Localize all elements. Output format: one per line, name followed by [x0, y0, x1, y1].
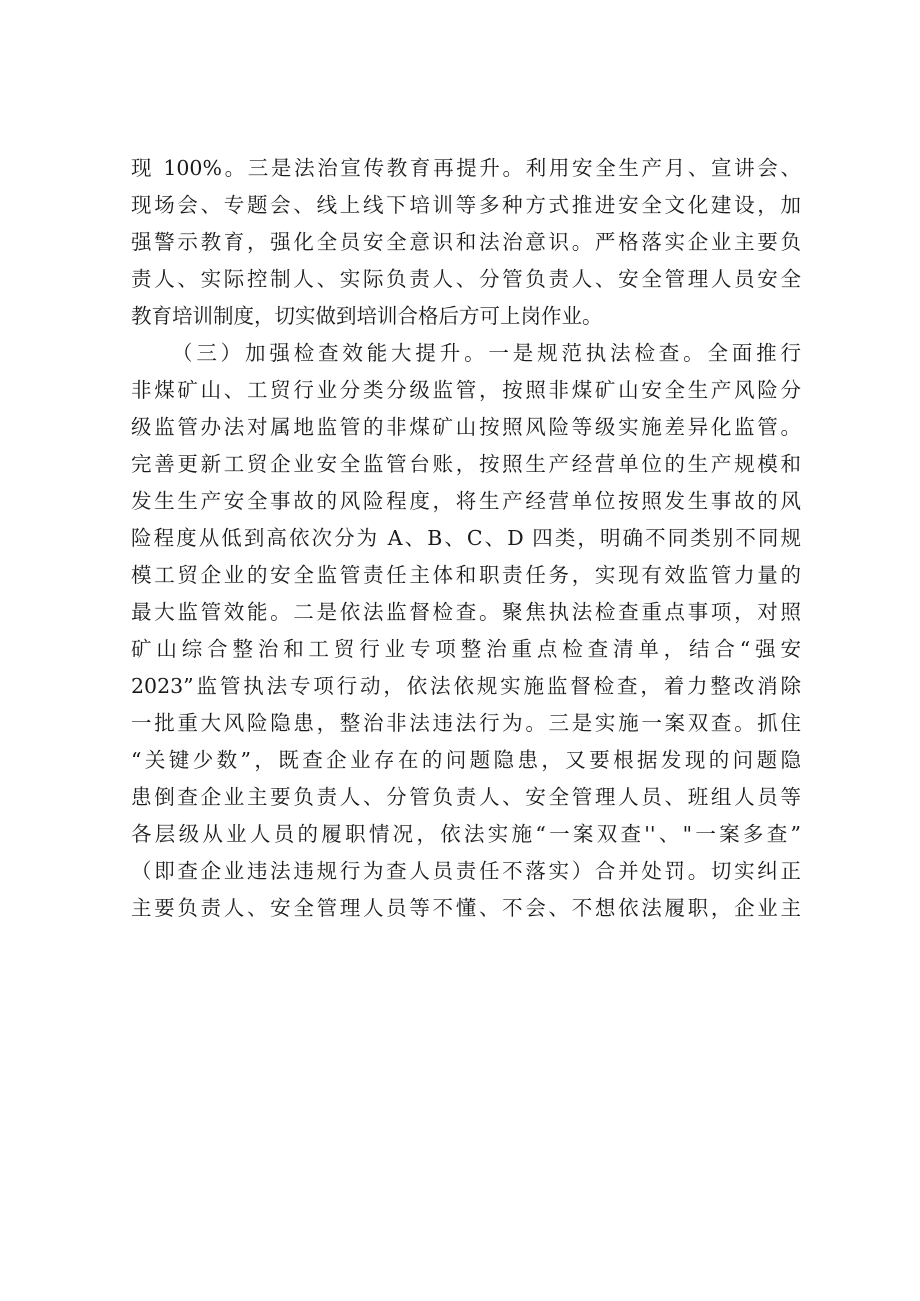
text-line-14: 矿山综合整治和工贸行业专项整治重点检查清单，结合“强安 — [131, 637, 801, 661]
section-heading-line: （三）加强检查效能大提升。一是规范执法检查。全面推行 — [172, 341, 801, 365]
text-line-15: 2023”监管执法专项行动，依法依规实施监督检查，着力整改消除 — [131, 674, 801, 698]
text-line-12: 模工贸企业的安全监管责任主体和职责任务，实现有效监管力量的 — [131, 563, 801, 587]
text-line-4: 责人、实际控制人、实际负责人、分管负责人、安全管理人员安全 — [131, 267, 801, 291]
text-line-8: 级监管办法对属地监管的非煤矿山按照风险等级实施差异化监管。 — [131, 415, 801, 439]
text-line-1: 现 100%。三是法治宣传教育再提升。利用安全生产月、宣讲会、 — [131, 156, 801, 180]
text-line-19: 各层级从业人员的履职情况，依法实施“一案双查''、"一案多查” — [131, 822, 801, 846]
text-line-18: 患倒查企业主要负责人、分管负责人、安全管理人员、班组人员等 — [131, 785, 801, 809]
text-line-21: 主要负责人、安全管理人员等不懂、不会、不想依法履职，企业主 — [131, 896, 801, 920]
text-line-11: 险程度从低到高依次分为 A、B、C、D 四类，明确不同类别不同规 — [131, 526, 801, 550]
text-line-13: 最大监管效能。二是依法监督检查。聚焦执法检查重点事项，对照 — [131, 600, 801, 624]
text-line-17: “关键少数”，既查企业存在的问题隐患，又要根据发现的问题隐 — [131, 748, 801, 772]
text-line-16: 一批重大风险隐患，整治非法违法行为。三是实施一案双查。抓住 — [131, 711, 801, 735]
body-text — [131, 150, 801, 927]
text-line-9: 完善更新工贸企业安全监管台账，按照生产经营单位的生产规模和 — [131, 452, 801, 476]
text-line-7: 非煤矿山、工贸行业分类分级监管，按照非煤矿山安全生产风险分 — [131, 378, 801, 402]
text-line-5: 教育培训制度，切实做到培训合格后方可上岗作业。 — [131, 304, 603, 328]
text-line-10: 发生生产安全事故的风险程度，将生产经营单位按照发生事故的风 — [131, 489, 801, 513]
text-line-20: （即查企业违法违规行为查人员责任不落实）合并处罚。切实纠正 — [131, 859, 801, 883]
text-line-2: 现场会、专题会、线上线下培训等多种方式推进安全文化建设，加 — [131, 193, 801, 217]
text-line-3: 强警示教育，强化全员安全意识和法治意识。严格落实企业主要负 — [131, 230, 801, 254]
